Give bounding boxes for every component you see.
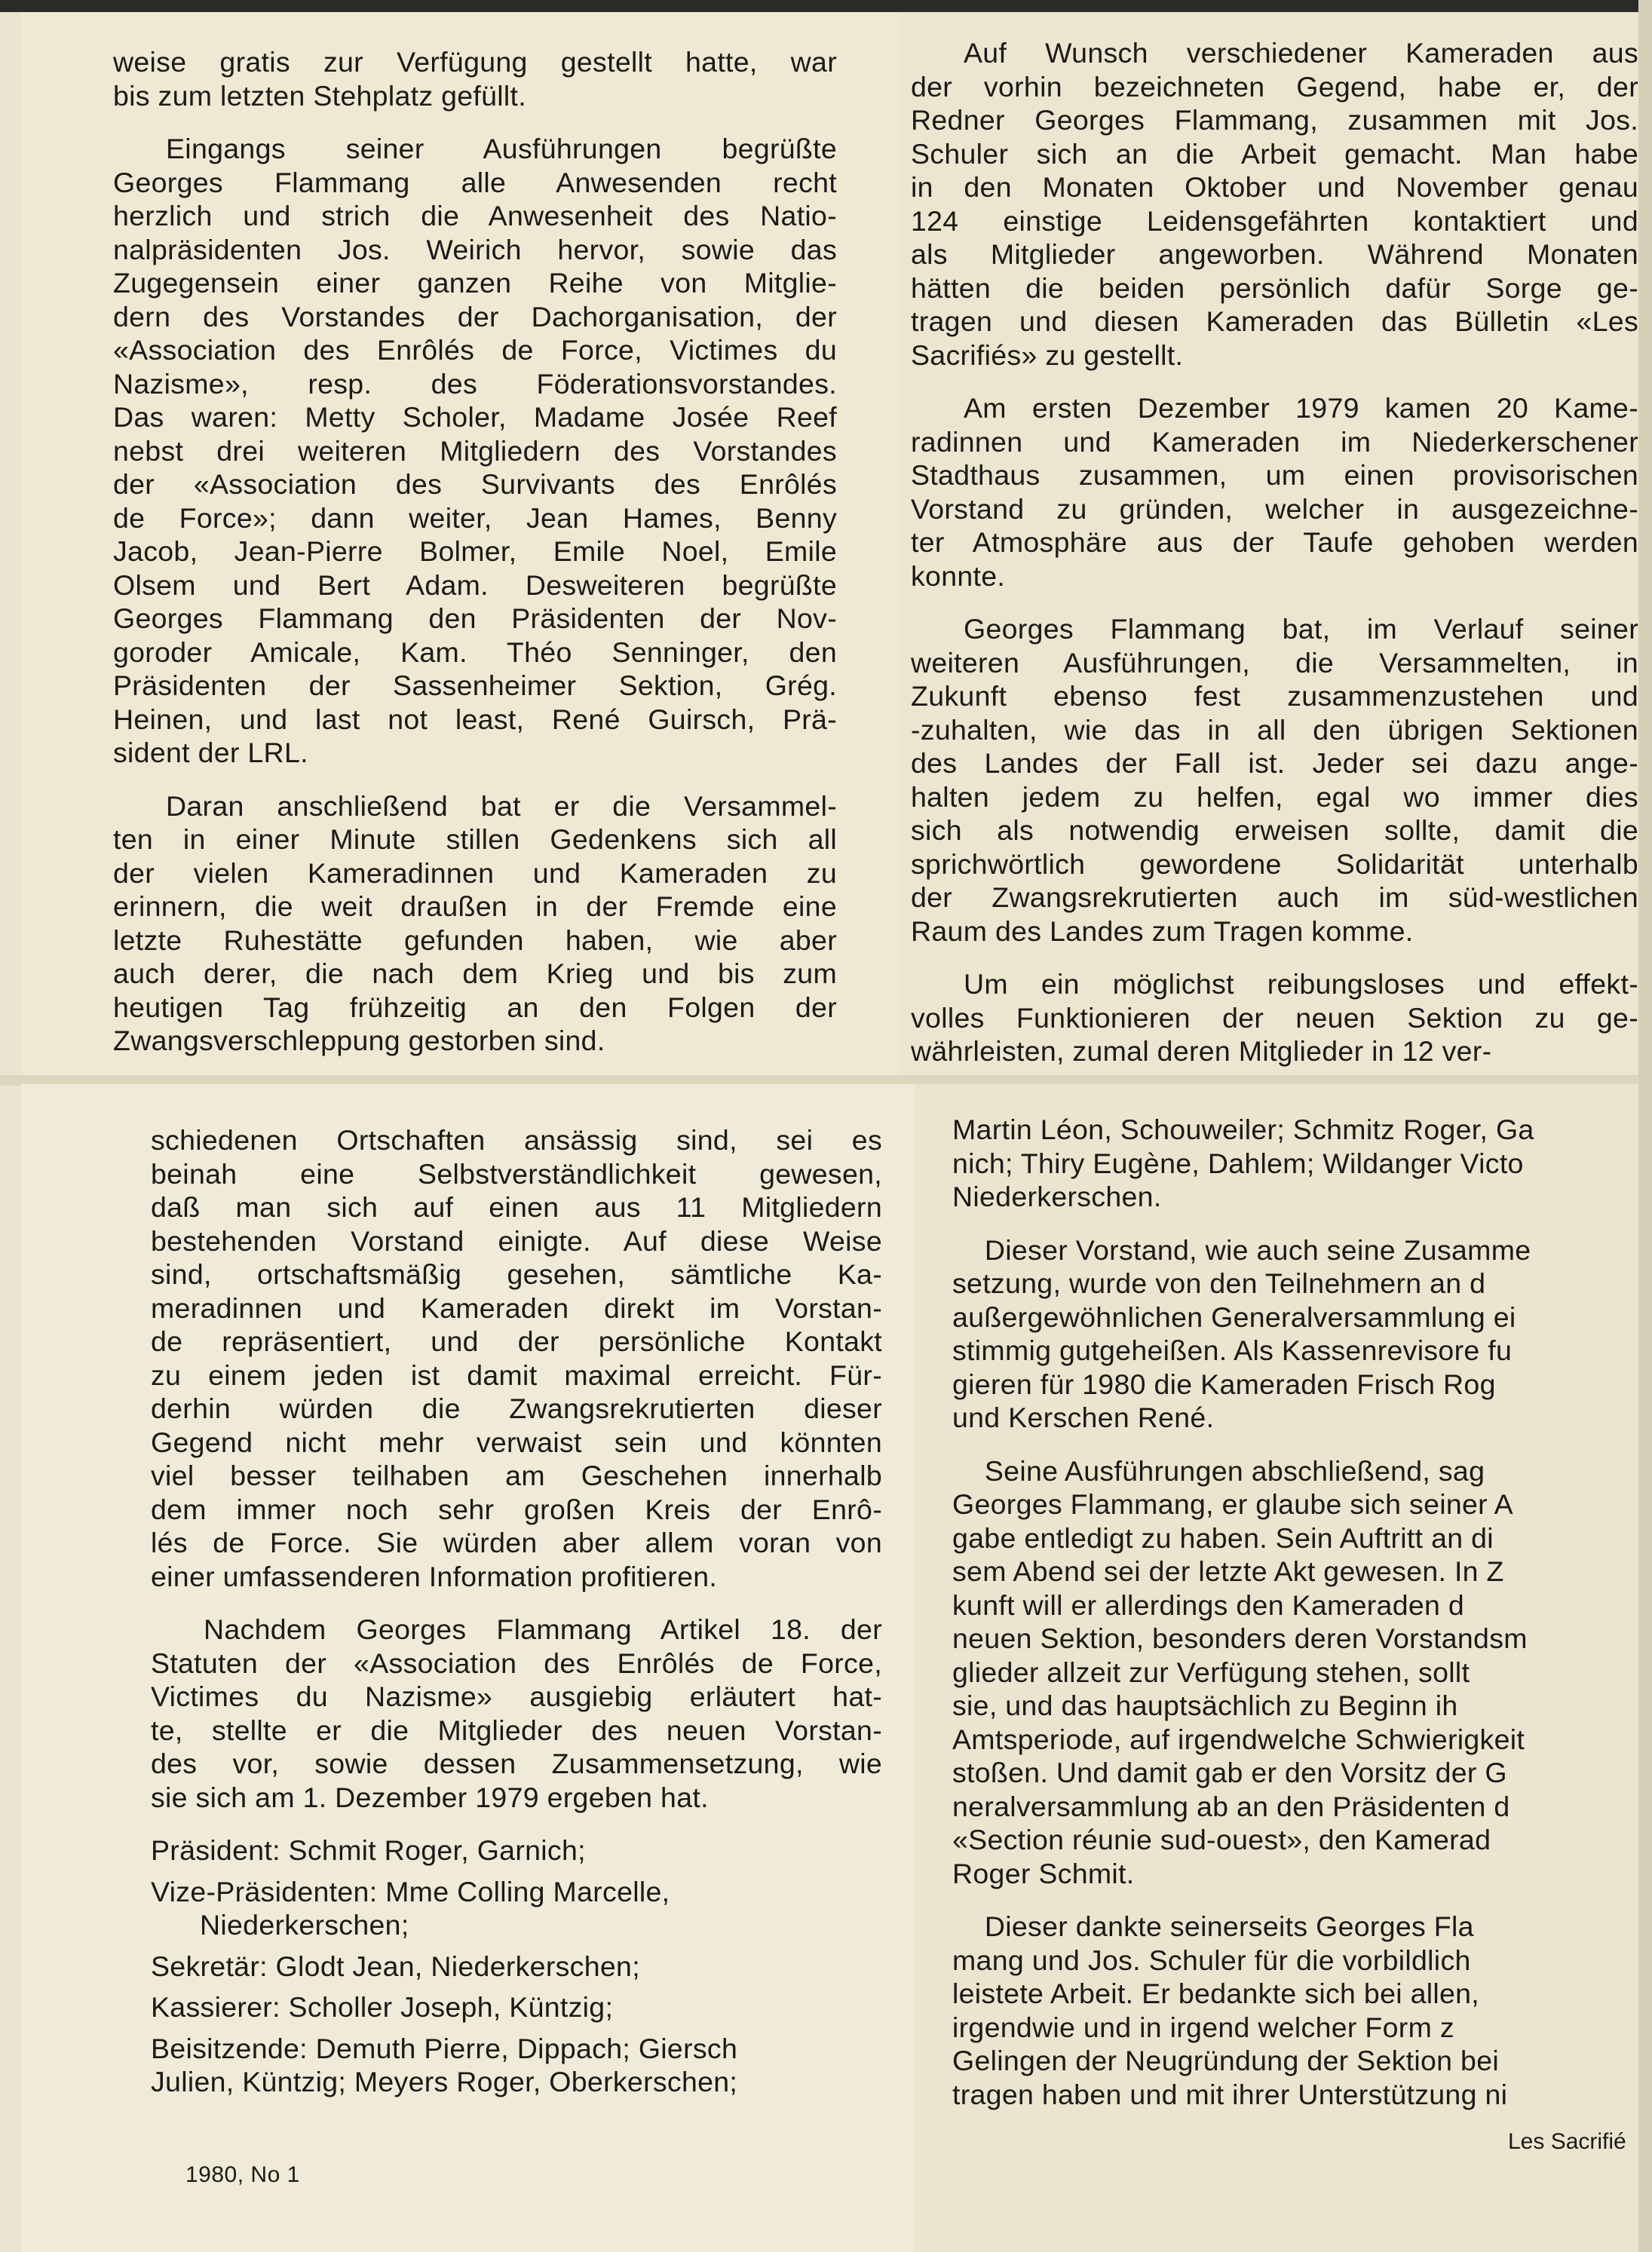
text-line: volles Funktionieren der neuen Sektion zu ge- bbox=[911, 1001, 1638, 1034]
text-line: «Association des Enrôlés de Force, Victimes du bbox=[113, 334, 837, 366]
text-line: Zukunft ebenso fest zusammenzustehen und bbox=[911, 680, 1638, 712]
text-line: neuen Sektion, besonders deren Vorstandsm bbox=[952, 1622, 1528, 1654]
text-line: mang und Jos. Schuler für die vorbildlich bbox=[952, 1944, 1471, 1976]
text-line: ter Atmosphäre aus der Taufe gehoben werden bbox=[911, 526, 1638, 558]
text-line: glieder allzeit zur Verfügung stehen, sollt bbox=[952, 1656, 1470, 1688]
text-line: und Kerschen René. bbox=[952, 1402, 1215, 1433]
board-member-line: Kassierer: Scholler Joseph, Küntzig; bbox=[151, 1991, 614, 2023]
text-line: Martin Léon, Schouweiler; Schmitz Roger, Ga bbox=[952, 1114, 1534, 1145]
text-line: sie sich am 1. Dezember 1979 ergeben hat. bbox=[151, 1781, 709, 1813]
board-member-line: Niederkerschen; bbox=[200, 1909, 409, 1941]
text-line: dern des Vorstandes der Dachorganisation, der bbox=[113, 300, 837, 332]
text-line: daß man sich auf einen aus 11 Mitgliedern bbox=[151, 1191, 882, 1223]
text-line: Auf Wunsch verschiedener Kameraden aus bbox=[964, 37, 1638, 69]
board-member-entry bbox=[151, 2032, 882, 2099]
board-member-line: Julien, Küntzig; Meyers Roger, Oberkerschen; bbox=[151, 2066, 738, 2097]
text-line: derhin würden die Zwangsrekrutierten dieser bbox=[151, 1393, 882, 1424]
board-member-entry bbox=[151, 1990, 882, 2024]
text-line: Roger Schmit. bbox=[952, 1857, 1135, 1889]
text-line: Zwangsverschleppung gestorben sind. bbox=[113, 1025, 605, 1056]
text-line: bestehenden Vorstand einigte. Auf diese Weise bbox=[151, 1224, 882, 1257]
text-line: bis zum letzten Stehplatz gefüllt. bbox=[113, 79, 526, 112]
text-line: Daran anschließend bat er die Versammel- bbox=[166, 789, 837, 822]
text-line: ten in einer Minute stillen Gedenkens sich all bbox=[113, 823, 837, 855]
text-line: Georges Flammang den Präsidenten der Nov- bbox=[113, 602, 837, 634]
text-line: Gelingen der Neugründung der Sektion bei bbox=[952, 2045, 1499, 2076]
text-line: meradinnen und Kameraden direkt im Vorstan- bbox=[151, 1291, 882, 1324]
board-member-entry bbox=[151, 1950, 882, 1984]
text-line: herzlich und strich die Anwesenheit des Natio- bbox=[113, 200, 837, 231]
text-line: nalpräsidenten Jos. Weirich hervor, sowie das bbox=[113, 233, 837, 265]
text-line: te, stellte er die Mitglieder des neuen Vorstan- bbox=[151, 1714, 882, 1746]
text-line: des vor, sowie dessen Zusammensetzung, wie bbox=[151, 1748, 882, 1779]
paragraph bbox=[151, 1123, 882, 1593]
text-line: Seine Ausführungen abschließend, sag bbox=[952, 1454, 1485, 1487]
text-line: leistete Arbeit. Er bedankte sich bei allen, bbox=[952, 1978, 1480, 2009]
text-line: Präsidenten der Sassenheimer Sektion, Grég. bbox=[113, 669, 837, 701]
paragraph bbox=[911, 967, 1638, 1068]
text-line: Victimes du Nazisme» ausgiebig erläutert hat- bbox=[151, 1681, 882, 1712]
text-line: letzte Ruhestätte gefunden haben, wie aber bbox=[113, 924, 837, 956]
text-line: außergewöhnlichen Generalversammlung ei bbox=[952, 1301, 1516, 1333]
text-line: dem immer noch sehr großen Kreis der Enrô- bbox=[151, 1493, 882, 1525]
text-line: radinnen und Kameraden im Niederkerschener bbox=[911, 425, 1638, 458]
text-line: der vielen Kameradinnen und Kameraden zu bbox=[113, 856, 837, 889]
text-column-1 bbox=[113, 45, 837, 1077]
text-line: Niederkerschen. bbox=[952, 1181, 1162, 1212]
text-line: weise gratis zur Verfügung gestellt hatte, war bbox=[113, 46, 837, 78]
text-line: der «Association des Survivants des Enrôlés bbox=[113, 468, 837, 500]
text-line: gabe entledigt zu haben. Sein Auftritt an di bbox=[952, 1521, 1494, 1554]
text-line: heutigen Tag frühzeitig an den Folgen der bbox=[113, 991, 837, 1023]
paragraph bbox=[911, 391, 1638, 593]
text-line: nebst drei weiteren Mitgliedern des Vorstandes bbox=[113, 434, 837, 467]
text-line: Das waren: Metty Scholer, Madame Josée Reef bbox=[113, 401, 837, 433]
text-line: Am ersten Dezember 1979 kamen 20 Kame- bbox=[964, 392, 1638, 424]
text-line: der Zwangsrekrutierten auch im süd-westlichen bbox=[911, 881, 1638, 913]
text-line: Eingangs seiner Ausführungen begrüßte bbox=[166, 133, 837, 164]
text-line: setzung, wurde von den Teilnehmern an d bbox=[952, 1267, 1486, 1299]
text-line: als Mitglieder angeworben. Während Monaten bbox=[911, 238, 1638, 270]
board-member-entry bbox=[151, 1875, 882, 1942]
board-members-list bbox=[151, 1834, 882, 2099]
text-line: Georges Flammang bat, im Verlauf seiner bbox=[964, 613, 1638, 645]
text-line: sem Abend sei der letzte Akt gewesen. In Z bbox=[952, 1555, 1504, 1587]
text-line: Vorstand zu gründen, welcher in ausgezeichne- bbox=[911, 492, 1638, 525]
text-column-2 bbox=[911, 36, 1638, 1088]
text-line: goroder Amicale, Kam. Théo Senninger, den bbox=[113, 636, 837, 668]
board-member-entry bbox=[151, 1834, 882, 1867]
text-line: tragen und diesen Kameraden das Bülletin «Les bbox=[911, 305, 1638, 337]
board-member-line: Präsident: Schmit Roger, Garnich; bbox=[151, 1834, 586, 1866]
text-line: stimmig gutgeheißen. Als Kassenrevisore fu bbox=[952, 1334, 1513, 1366]
text-line: tragen haben und mit ihrer Unterstützung ni bbox=[952, 2078, 1508, 2110]
text-line: Heinen, und last not least, René Guirsch, Prä- bbox=[113, 703, 837, 735]
text-line: Nachdem Georges Flammang Artikel 18. der bbox=[204, 1613, 882, 1645]
text-line: 124 einstige Leidensgefährten kontaktiert und bbox=[911, 204, 1638, 237]
text-line: hätten die beiden persönlich dafür Sorge ge- bbox=[911, 271, 1638, 304]
text-line: stoßen. Und damit gab er den Vorsitz der G bbox=[952, 1757, 1507, 1788]
text-line: lés de Force. Sie würden aber allem voran von bbox=[151, 1527, 882, 1558]
text-line: sident der LRL. bbox=[113, 737, 308, 768]
paragraph bbox=[113, 45, 837, 112]
text-line: gieren für 1980 die Kameraden Frisch Rog bbox=[952, 1368, 1496, 1400]
text-line: de Force»; dann weiter, Jean Hames, Benny bbox=[113, 501, 837, 534]
paragraph bbox=[911, 36, 1638, 372]
text-line: Amtsperiode, auf irgendwelche Schwierigkeit bbox=[952, 1723, 1525, 1755]
text-line: irgendwie und in irgend welcher Form z bbox=[952, 2011, 1454, 2043]
text-line: de repräsentiert, und der persönliche Kontakt bbox=[151, 1325, 882, 1357]
text-line: Statuten der «Association des Enrôlés de Force, bbox=[151, 1647, 882, 1679]
text-line: neralversammlung ab an den Präsidenten d bbox=[952, 1790, 1510, 1822]
text-line: «Section réunie sud-ouest», den Kamerad bbox=[952, 1824, 1491, 1855]
text-line: sich als notwendig erweisen sollte, damit die bbox=[911, 814, 1638, 846]
text-line: Um ein möglichst reibungsloses und effekt- bbox=[964, 968, 1638, 1000]
text-line: des Landes der Fall ist. Jeder sei dazu ange- bbox=[911, 747, 1638, 779]
paragraph bbox=[113, 132, 837, 770]
text-line: Dieser dankte seinerseits Georges Fla bbox=[952, 1910, 1474, 1942]
text-line: Stadthaus zusammen, um einen provisorischen bbox=[911, 459, 1638, 491]
paragraph bbox=[952, 1233, 1652, 1435]
paragraph bbox=[113, 789, 837, 1058]
paragraph bbox=[952, 1454, 1652, 1891]
text-line: konnte. bbox=[911, 559, 1006, 592]
scan-top-border bbox=[0, 0, 1652, 12]
text-line: währleisten, zumal deren Mitglieder in 12 ver- bbox=[911, 1035, 1492, 1067]
text-line: Jacob, Jean-Pierre Bolmer, Emile Noel, Emile bbox=[113, 535, 837, 567]
board-member-line: Beisitzende: Demuth Pierre, Dippach; Giersch bbox=[151, 2032, 738, 2064]
board-member-line: Sekretär: Glodt Jean, Niederkerschen; bbox=[151, 1950, 640, 1982]
text-line: Gegend nicht mehr verwaist sein und könnten bbox=[151, 1426, 882, 1458]
text-line: erinnern, die weit draußen in der Fremde eine bbox=[113, 890, 837, 922]
text-line: sprichwörtlich gewordene Solidarität unterhalb bbox=[911, 847, 1638, 880]
text-line: zu einem jeden ist damit maximal erreicht. Für- bbox=[151, 1359, 882, 1391]
text-line: sind, ortschaftsmäßig gesehen, sämtliche Ka- bbox=[151, 1258, 882, 1290]
text-line: Raum des Landes zum Tragen komme. bbox=[911, 915, 1414, 947]
paragraph bbox=[952, 1910, 1652, 2111]
text-line: Olsem und Bert Adam. Desweiteren begrüßte bbox=[113, 568, 837, 601]
text-column-3 bbox=[151, 1123, 882, 2106]
text-line: auch derer, die nach dem Krieg und bis zum bbox=[113, 957, 837, 989]
paragraph bbox=[952, 1113, 1652, 1214]
issue-number: 1980, No 1 bbox=[185, 2162, 300, 2187]
text-line: Schuler sich an die Arbeit gemacht. Man habe bbox=[911, 137, 1638, 170]
text-line: Dieser Vorstand, wie auch seine Zusamme bbox=[952, 1233, 1531, 1266]
publication-name: Les Sacrifié bbox=[1508, 2129, 1626, 2154]
text-line: kunft will er allerdings den Kameraden d bbox=[952, 1589, 1465, 1621]
text-line: Georges Flammang alle Anwesenden recht bbox=[113, 166, 837, 198]
text-line: sie, und das hauptsächlich zu Beginn ih bbox=[952, 1690, 1458, 1721]
text-line: schiedenen Ortschaften ansässig sind, sei es bbox=[151, 1124, 882, 1156]
text-line: Zugegensein einer ganzen Reihe von Mitglie- bbox=[113, 267, 837, 299]
text-line: beinah eine Selbstverständlichkeit gewesen, bbox=[151, 1157, 882, 1190]
text-line: viel besser teilhaben am Geschehen innerhalb bbox=[151, 1460, 882, 1491]
text-line: weiteren Ausführungen, die Versammelten, in bbox=[911, 646, 1638, 679]
text-line: -zuhalten, wie das in all den übrigen Sektionen bbox=[911, 713, 1638, 746]
text-line: Nazisme», resp. des Föderationsvorstandes. bbox=[113, 367, 837, 400]
text-line: Sacrifiés» zu gestellt. bbox=[911, 339, 1184, 371]
text-column-4 bbox=[952, 1113, 1652, 2131]
paragraph bbox=[151, 1613, 882, 1814]
paragraph bbox=[911, 612, 1638, 948]
text-line: Redner Georges Flammang, zusammen mit Jos. bbox=[911, 104, 1638, 136]
text-line: halten jedem zu helfen, egal wo immer dies bbox=[911, 780, 1638, 813]
text-line: Georges Flammang, er glaube sich seiner A bbox=[952, 1488, 1513, 1520]
text-line: nich; Thiry Eugène, Dahlem; Wildanger Victo bbox=[952, 1147, 1524, 1179]
text-line: der vorhin bezeichneten Gegend, habe er, der bbox=[911, 70, 1638, 103]
board-member-line: Vize-Präsidenten: Mme Colling Marcelle, bbox=[151, 1875, 670, 1907]
text-line: in den Monaten Oktober und November genau bbox=[911, 171, 1638, 203]
text-line: einer umfassenderen Information profitieren. bbox=[151, 1560, 718, 1592]
